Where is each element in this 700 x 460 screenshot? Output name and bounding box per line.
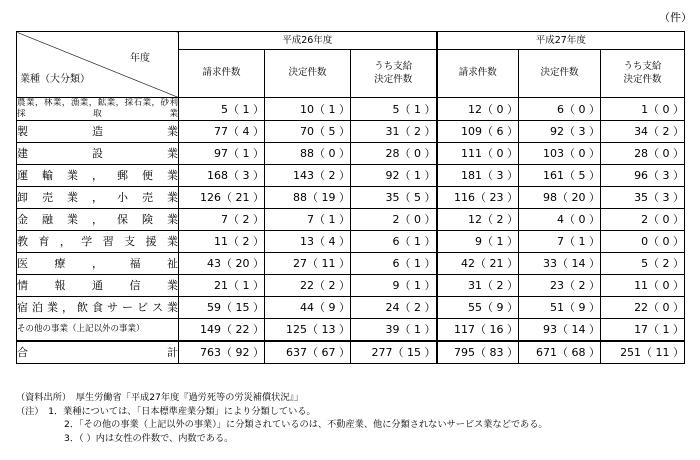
value-cell: 671（ 68 ） — [519, 341, 601, 364]
note-3: 3．（ ）内は女性の件数で、内数である。 — [64, 432, 234, 444]
industry-name: 合計 — [17, 341, 179, 364]
value-cell: 6（ 1 ） — [351, 253, 437, 275]
col-header-claims: 請求件数 — [179, 50, 265, 98]
value-cell: 5（ 1 ） — [351, 98, 437, 121]
value-cell: 637（ 67 ） — [265, 341, 351, 364]
industry-name: その他の事業（上記以外の事業） — [17, 319, 179, 342]
table-row — [17, 165, 685, 187]
unit-label: （件） — [659, 11, 692, 24]
value-cell: 5（ 2 ） — [601, 253, 685, 275]
value-cell: 2（ 0 ） — [601, 209, 685, 231]
footnotes — [16, 391, 548, 445]
table-row — [17, 209, 685, 231]
value-cell: 5（ 1 ） — [179, 98, 265, 121]
value-cell: 9（ 1 ） — [351, 275, 437, 297]
col-header-approved — [601, 50, 685, 98]
value-cell: 763（ 92 ） — [179, 341, 265, 364]
value-cell: 22（ 0 ） — [601, 297, 685, 319]
value-cell: 24（ 2 ） — [351, 297, 437, 319]
table-row — [17, 187, 685, 209]
value-cell: 28（ 0 ） — [601, 143, 685, 165]
value-cell: 88（ 19 ） — [265, 187, 351, 209]
col-header-claims: 請求件数 — [437, 50, 519, 98]
value-cell: 98（ 20 ） — [519, 187, 601, 209]
industry-name: 製造業 — [17, 121, 179, 143]
value-cell: 28（ 0 ） — [351, 143, 437, 165]
value-cell: 795（ 83 ） — [437, 341, 519, 364]
col-header-decisions: 決定件数 — [519, 50, 601, 98]
year-header-h27: 平成27年度 — [437, 32, 685, 50]
col-header-approved-text: うち支給 決定件数 — [374, 60, 413, 85]
value-cell: 103（ 0 ） — [519, 143, 601, 165]
industry-name: 情報通信業 — [17, 275, 179, 297]
value-cell: 92（ 3 ） — [519, 121, 601, 143]
table-row — [17, 297, 685, 319]
value-cell: 9（ 1 ） — [437, 231, 519, 253]
value-cell: 149（ 22 ） — [179, 319, 265, 342]
value-cell: 168（ 3 ） — [179, 165, 265, 187]
value-cell: 27（ 11 ） — [265, 253, 351, 275]
total-row — [17, 341, 685, 364]
industry-name: 農業，林業，漁業，鉱業，採石業，砂利採取業 — [17, 98, 178, 119]
col-header-approved-text: うち支給 決定件数 — [623, 60, 662, 85]
value-cell: 35（ 3 ） — [601, 187, 685, 209]
value-cell: 181（ 3 ） — [437, 165, 519, 187]
table-row — [17, 231, 685, 253]
value-cell: 92（ 1 ） — [351, 165, 437, 187]
value-cell: 51（ 9 ） — [519, 297, 601, 319]
value-cell: 43（ 20 ） — [179, 253, 265, 275]
value-cell: 277（ 15 ） — [351, 341, 437, 364]
corner-header — [17, 32, 179, 98]
industry-name: 教育，学習支援業 — [17, 231, 179, 253]
value-cell: 12（ 2 ） — [437, 209, 519, 231]
value-cell: 17（ 1 ） — [601, 319, 685, 342]
value-cell: 125（ 13 ） — [265, 319, 351, 342]
table-body — [17, 98, 685, 364]
value-cell: 34（ 2 ） — [601, 121, 685, 143]
value-cell: 23（ 2 ） — [519, 275, 601, 297]
value-cell: 39（ 1 ） — [351, 319, 437, 342]
value-cell: 2（ 0 ） — [351, 209, 437, 231]
value-cell: 77（ 4 ） — [179, 121, 265, 143]
value-cell: 42（ 21 ） — [437, 253, 519, 275]
value-cell: 31（ 2 ） — [351, 121, 437, 143]
value-cell: 21（ 1 ） — [179, 275, 265, 297]
claims-table — [16, 31, 685, 364]
value-cell: 1（ 0 ） — [601, 98, 685, 121]
value-cell: 116（ 23 ） — [437, 187, 519, 209]
corner-year-label: 年度 — [130, 53, 150, 64]
value-cell: 70（ 5 ） — [265, 121, 351, 143]
value-cell: 126（ 21 ） — [179, 187, 265, 209]
value-cell: 7（ 2 ） — [179, 209, 265, 231]
value-cell: 143（ 2 ） — [265, 165, 351, 187]
value-cell: 33（ 14 ） — [519, 253, 601, 275]
table-row — [17, 98, 685, 121]
value-cell: 31（ 2 ） — [437, 275, 519, 297]
value-cell: 111（ 0 ） — [437, 143, 519, 165]
value-cell: 6（ 1 ） — [351, 231, 437, 253]
value-cell: 109（ 6 ） — [437, 121, 519, 143]
value-cell: 59（ 15 ） — [179, 297, 265, 319]
industry-name: 医療，福祉 — [17, 253, 179, 275]
value-cell: 11（ 2 ） — [179, 231, 265, 253]
value-cell: 13（ 4 ） — [265, 231, 351, 253]
value-cell: 6（ 0 ） — [519, 98, 601, 121]
table-row — [17, 253, 685, 275]
industry-name: 宿泊業，飲食サービス業 — [17, 297, 179, 319]
corner-industry-label: 業種（大分類） — [20, 74, 90, 85]
col-header-decisions: 決定件数 — [265, 50, 351, 98]
value-cell: 97（ 1 ） — [179, 143, 265, 165]
year-header-h26: 平成26年度 — [179, 32, 437, 50]
value-cell: 7（ 1 ） — [519, 231, 601, 253]
table-row — [17, 143, 685, 165]
table-row — [17, 121, 685, 143]
note-source: （資料出所） 厚生労働省「平成27年度『過労死等の労災補償状況』」 — [16, 392, 304, 403]
value-cell: 22（ 2 ） — [265, 275, 351, 297]
value-cell: 117（ 16 ） — [437, 319, 519, 342]
industry-name: 建設業 — [17, 143, 179, 165]
value-cell: 0（ 0 ） — [601, 231, 685, 253]
value-cell: 12（ 0 ） — [437, 98, 519, 121]
value-cell: 161（ 5 ） — [519, 165, 601, 187]
value-cell: 55（ 9 ） — [437, 297, 519, 319]
col-header-approved — [351, 50, 437, 98]
value-cell: 7（ 1 ） — [265, 209, 351, 231]
table-row — [17, 319, 685, 342]
value-cell: 44（ 9 ） — [265, 297, 351, 319]
note-1: （注） 1．業種については、「日本標準産業分類」により分類している。 — [16, 405, 316, 417]
value-cell: 251（ 11 ） — [601, 341, 685, 364]
value-cell: 10（ 1 ） — [265, 98, 351, 121]
industry-name: 卸売業，小売業 — [17, 187, 179, 209]
value-cell: 4（ 0 ） — [519, 209, 601, 231]
value-cell: 96（ 3 ） — [601, 165, 685, 187]
table-row — [17, 275, 685, 297]
value-cell: 88（ 0 ） — [265, 143, 351, 165]
industry-name: 金融業，保険業 — [17, 209, 179, 231]
industry-name: 運輸業，郵便業 — [17, 165, 179, 187]
value-cell: 35（ 5 ） — [351, 187, 437, 209]
note-2: 2．「その他の事業（上記以外の事業）」に分類されているのは、不動産業、他に分類されないサービス業などである。 — [64, 419, 548, 431]
value-cell: 93（ 14 ） — [519, 319, 601, 342]
value-cell: 11（ 0 ） — [601, 275, 685, 297]
